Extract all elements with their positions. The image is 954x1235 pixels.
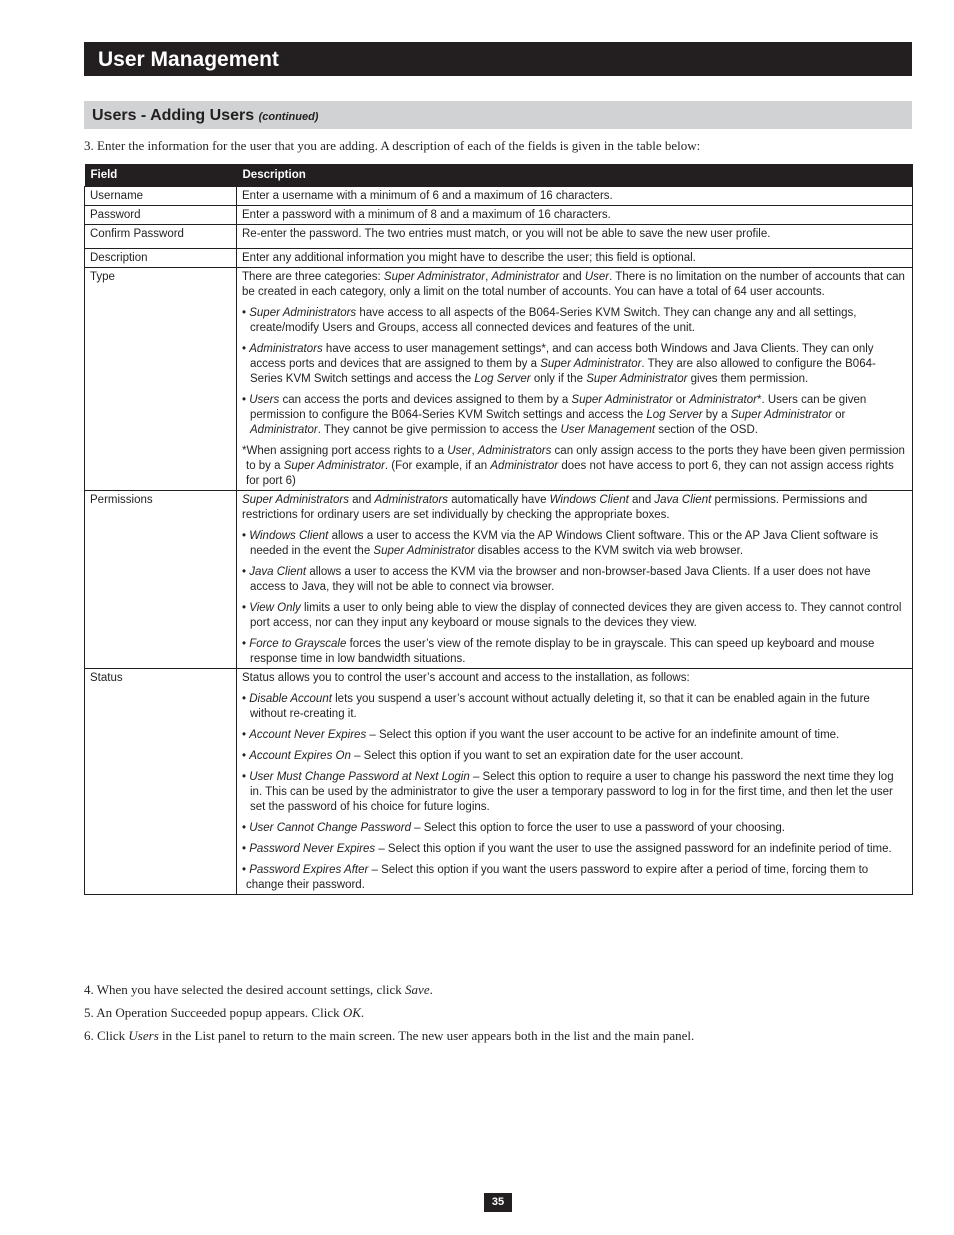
emphasis-text: Administrator xyxy=(250,424,318,436)
emphasis-text: Administrators xyxy=(477,445,552,457)
step-5-text: 5. An Operation Succeeded popup appears. Click xyxy=(84,1005,343,1020)
body-text: . They are also allowed to configure the B064-Series KVM Switch settings and access the xyxy=(250,358,876,385)
table-row xyxy=(85,225,913,249)
table-row xyxy=(85,187,913,206)
step-5 xyxy=(84,1005,912,1021)
section-title: Users - Adding Users xyxy=(92,107,255,124)
body-text: by a xyxy=(702,409,731,421)
body-text: – Select this option to require a user to change his password the next time they log in. This can be used by the administrator to give the user a temporary password to log in for the first time, and then let the user set the password of his choice for future logins. xyxy=(250,771,894,813)
emphasis-text: Users xyxy=(249,394,280,406)
emphasis-text: User Management xyxy=(560,424,656,436)
emphasis-text: Password Never Expires xyxy=(249,843,376,855)
field-description: Re-enter the password. The two entries must match, or you will not be able to save the new user profile. xyxy=(237,225,913,249)
emphasis-text: Administrator xyxy=(689,394,757,406)
body-text: can access the ports and devices assigned to them by a xyxy=(279,394,572,406)
emphasis-text: User Must Change Password at Next Login xyxy=(249,771,470,783)
permissions-bullet-view-only xyxy=(242,601,907,631)
emphasis-text: Password Expires After xyxy=(249,864,369,876)
body-text: have access to user management settings*, and can access both Windows and Java Clients. They can only access ports and devices that are assigned to them by a xyxy=(250,343,874,370)
field-name: Password xyxy=(85,206,237,225)
header-field: Field xyxy=(85,164,237,187)
body-text: • xyxy=(242,771,250,783)
body-text: – Select this option if you want the user to use the assigned password for an indefinite period of time. xyxy=(375,843,892,855)
status-bullet-never-expires xyxy=(242,728,907,743)
body-text: automatically have xyxy=(448,494,550,506)
body-text: and xyxy=(348,494,375,506)
field-name: Confirm Password xyxy=(85,225,237,249)
body-text: only if the xyxy=(530,373,587,385)
status-bullet-pw-expires-after xyxy=(242,863,907,893)
step-6-emphasis: Users xyxy=(128,1028,159,1043)
body-text: – Select this option to force the user to use a password of your choosing. xyxy=(410,822,785,834)
emphasis-text: Super Administrator xyxy=(540,358,642,370)
body-text: • xyxy=(242,343,250,355)
field-description: Enter a password with a minimum of 8 and a maximum of 16 characters. xyxy=(237,206,913,225)
step-4-emphasis: Save xyxy=(405,982,430,997)
body-text: and xyxy=(628,494,655,506)
emphasis-text: Disable Account xyxy=(249,693,332,705)
field-description: Enter a username with a minimum of 6 and a maximum of 16 characters. xyxy=(237,187,913,206)
fields-table xyxy=(84,164,913,895)
body-text: permissions. Permissions and restrictions for ordinary users are set individually by checking the appropriate boxes. xyxy=(242,494,868,521)
table-row xyxy=(85,206,913,225)
step-4-text: 4. When you have selected the desired account settings, click xyxy=(84,982,406,997)
status-bullet-disable xyxy=(242,692,907,722)
permissions-bullet-windows xyxy=(242,529,907,559)
emphasis-text: Java Client xyxy=(654,494,712,506)
body-text: , xyxy=(485,271,492,283)
emphasis-text: Super Administrator xyxy=(730,409,832,421)
emphasis-text: Super Administrators xyxy=(242,494,349,506)
step-4-end: . xyxy=(429,982,433,997)
step-6 xyxy=(84,1028,912,1044)
page-number: 35 xyxy=(484,1193,512,1212)
body-text: gives them permission. xyxy=(687,373,809,385)
body-text: • xyxy=(242,693,250,705)
body-text: – Select this option if you want the users password to expire after a period of time, forcing them to change their password. xyxy=(246,864,869,891)
step-3: 3. Enter the information for the user that you are adding. A description of each of the fields is given in the table below: xyxy=(84,138,701,153)
permissions-bullet-grayscale xyxy=(242,637,907,667)
page-title: User Management xyxy=(98,48,279,71)
field-description xyxy=(237,669,913,895)
status-bullet-must-change xyxy=(242,770,907,815)
body-text: *. Users can be given permission to configure the B064-Series KVM Switch settings and access the xyxy=(250,394,867,421)
body-text: • xyxy=(242,750,250,762)
emphasis-text: Super Administrator xyxy=(283,460,385,472)
body-text: *When assigning port access rights to a xyxy=(242,445,448,457)
body-text: • xyxy=(242,566,250,578)
emphasis-text: Administrator xyxy=(490,460,559,472)
status-bullet-cannot-change xyxy=(242,821,907,836)
emphasis-text: User xyxy=(584,271,610,283)
permissions-bullet-java xyxy=(242,565,907,595)
emphasis-text: Java Client xyxy=(249,566,307,578)
body-text: • xyxy=(242,822,250,834)
body-text: • xyxy=(242,729,250,741)
body-text: . They cannot be give permission to access the xyxy=(317,424,561,436)
body-text: • xyxy=(242,602,250,614)
body-text: does not have access to port 6, they can not assign access rights for port 6) xyxy=(246,460,894,487)
body-text: section of the OSD. xyxy=(655,424,758,436)
type-intro xyxy=(242,270,907,300)
field-name: Status xyxy=(85,669,237,895)
body-text: or xyxy=(672,394,690,406)
body-text: , xyxy=(471,445,478,457)
emphasis-text: Super Administrator xyxy=(571,394,673,406)
body-text: lets you suspend a user’s account without actually deleting it, so that it can be enabled again in the future without re-creating it. xyxy=(250,693,870,720)
body-text: and xyxy=(559,271,585,283)
body-text: . There is no limitation on the number of accounts that can be created in each category, only a limit on the total number of accounts. You can have a total of 64 user accounts. xyxy=(242,271,905,298)
emphasis-text: Log Server xyxy=(474,373,531,385)
body-text: • xyxy=(242,307,250,319)
header-description: Description xyxy=(237,164,913,187)
emphasis-text: Log Server xyxy=(646,409,703,421)
table-row xyxy=(85,249,913,268)
body-text: limits a user to only being able to view the display of connected devices they are given access to. They cannot control port access, nor can they input any keyboard or mouse signals to the devices they view. xyxy=(250,602,902,629)
status-intro: Status allows you to control the user’s account and access to the installation, as follows: xyxy=(242,672,690,684)
body-text: There are three categories: xyxy=(242,271,384,283)
emphasis-text: Force to Grayscale xyxy=(249,638,347,650)
body-text: . (For example, if an xyxy=(384,460,491,472)
emphasis-text: User Cannot Change Password xyxy=(249,822,411,834)
table-row xyxy=(85,669,913,895)
field-description xyxy=(237,491,913,669)
body-text: • xyxy=(242,843,250,855)
table-header-row xyxy=(85,164,913,187)
body-text: have access to all aspects of the B064-Series KVM Switch. They can change any and all settings, create/modify Users and Groups, access all connected devices and features of the unit. xyxy=(250,307,857,334)
emphasis-text: Super Administrator xyxy=(373,545,475,557)
status-bullet-pw-never-expires xyxy=(242,842,907,857)
body-text: • xyxy=(242,864,250,876)
emphasis-text: Administrator xyxy=(491,271,560,283)
emphasis-text: Windows Client xyxy=(549,494,629,506)
field-name: Permissions xyxy=(85,491,237,669)
body-text: – Select this option if you want the user account to be active for an indefinite amount of time. xyxy=(366,729,840,741)
status-bullet-expires-on xyxy=(242,749,907,764)
table-row xyxy=(85,268,913,491)
permissions-intro xyxy=(242,493,907,523)
body-text: • xyxy=(242,394,250,406)
body-text: • xyxy=(242,530,250,542)
emphasis-text: Super Administrators xyxy=(249,307,357,319)
field-name: Type xyxy=(85,268,237,491)
section-continued-label: (continued) xyxy=(258,111,319,123)
field-name: Username xyxy=(85,187,237,206)
step-4 xyxy=(84,982,912,998)
step-6-text: 6. Click xyxy=(84,1028,129,1043)
emphasis-text: View Only xyxy=(249,602,301,614)
body-text: allows a user to access the KVM via the AP Windows Client software. This or the AP Java Client software is needed in the event the xyxy=(250,530,879,557)
page-header xyxy=(84,42,912,76)
emphasis-text: Administrators xyxy=(374,494,449,506)
step-5-emphasis: OK xyxy=(342,1005,361,1020)
field-description: Enter any additional information you might have to describe the user; this field is optional. xyxy=(237,249,913,268)
body-text: or xyxy=(831,409,846,421)
body-text: • xyxy=(242,638,250,650)
body-text: allows a user to access the KVM via the browser and non-browser-based Java Clients. If a user does not have access to Java, they will not be able to connect via browser. xyxy=(250,566,871,593)
table-row xyxy=(85,491,913,669)
emphasis-text: Windows Client xyxy=(249,530,329,542)
emphasis-text: Super Administrator xyxy=(383,271,486,283)
type-bullet-admin xyxy=(242,342,907,387)
type-bullet-super-admin xyxy=(242,306,907,336)
emphasis-text: User xyxy=(447,445,472,457)
step-6-end: in the List panel to return to the main screen. The new user appears both in the list and the main panel. xyxy=(158,1028,695,1043)
emphasis-text: Super Administrator xyxy=(586,373,688,385)
body-text: disables access to the KVM switch via web browser. xyxy=(474,545,744,557)
emphasis-text: Account Expires On xyxy=(249,750,351,762)
step-5-end: . xyxy=(360,1005,365,1020)
type-bullet-users xyxy=(242,393,907,438)
emphasis-text: Administrators xyxy=(249,343,323,355)
field-description xyxy=(237,268,913,491)
body-text: – Select this option if you want to set an expiration date for the user account. xyxy=(350,750,744,762)
field-name: Description xyxy=(85,249,237,268)
body-text: can only assign access to the ports they have been given permission to by a xyxy=(246,445,905,472)
body-text: forces the user’s view of the remote display to be in grayscale. This can speed up keyboard and mouse response time in low bandwidth situations. xyxy=(250,638,875,665)
type-note xyxy=(242,444,907,489)
emphasis-text: Account Never Expires xyxy=(249,729,367,741)
section-header xyxy=(84,101,912,129)
